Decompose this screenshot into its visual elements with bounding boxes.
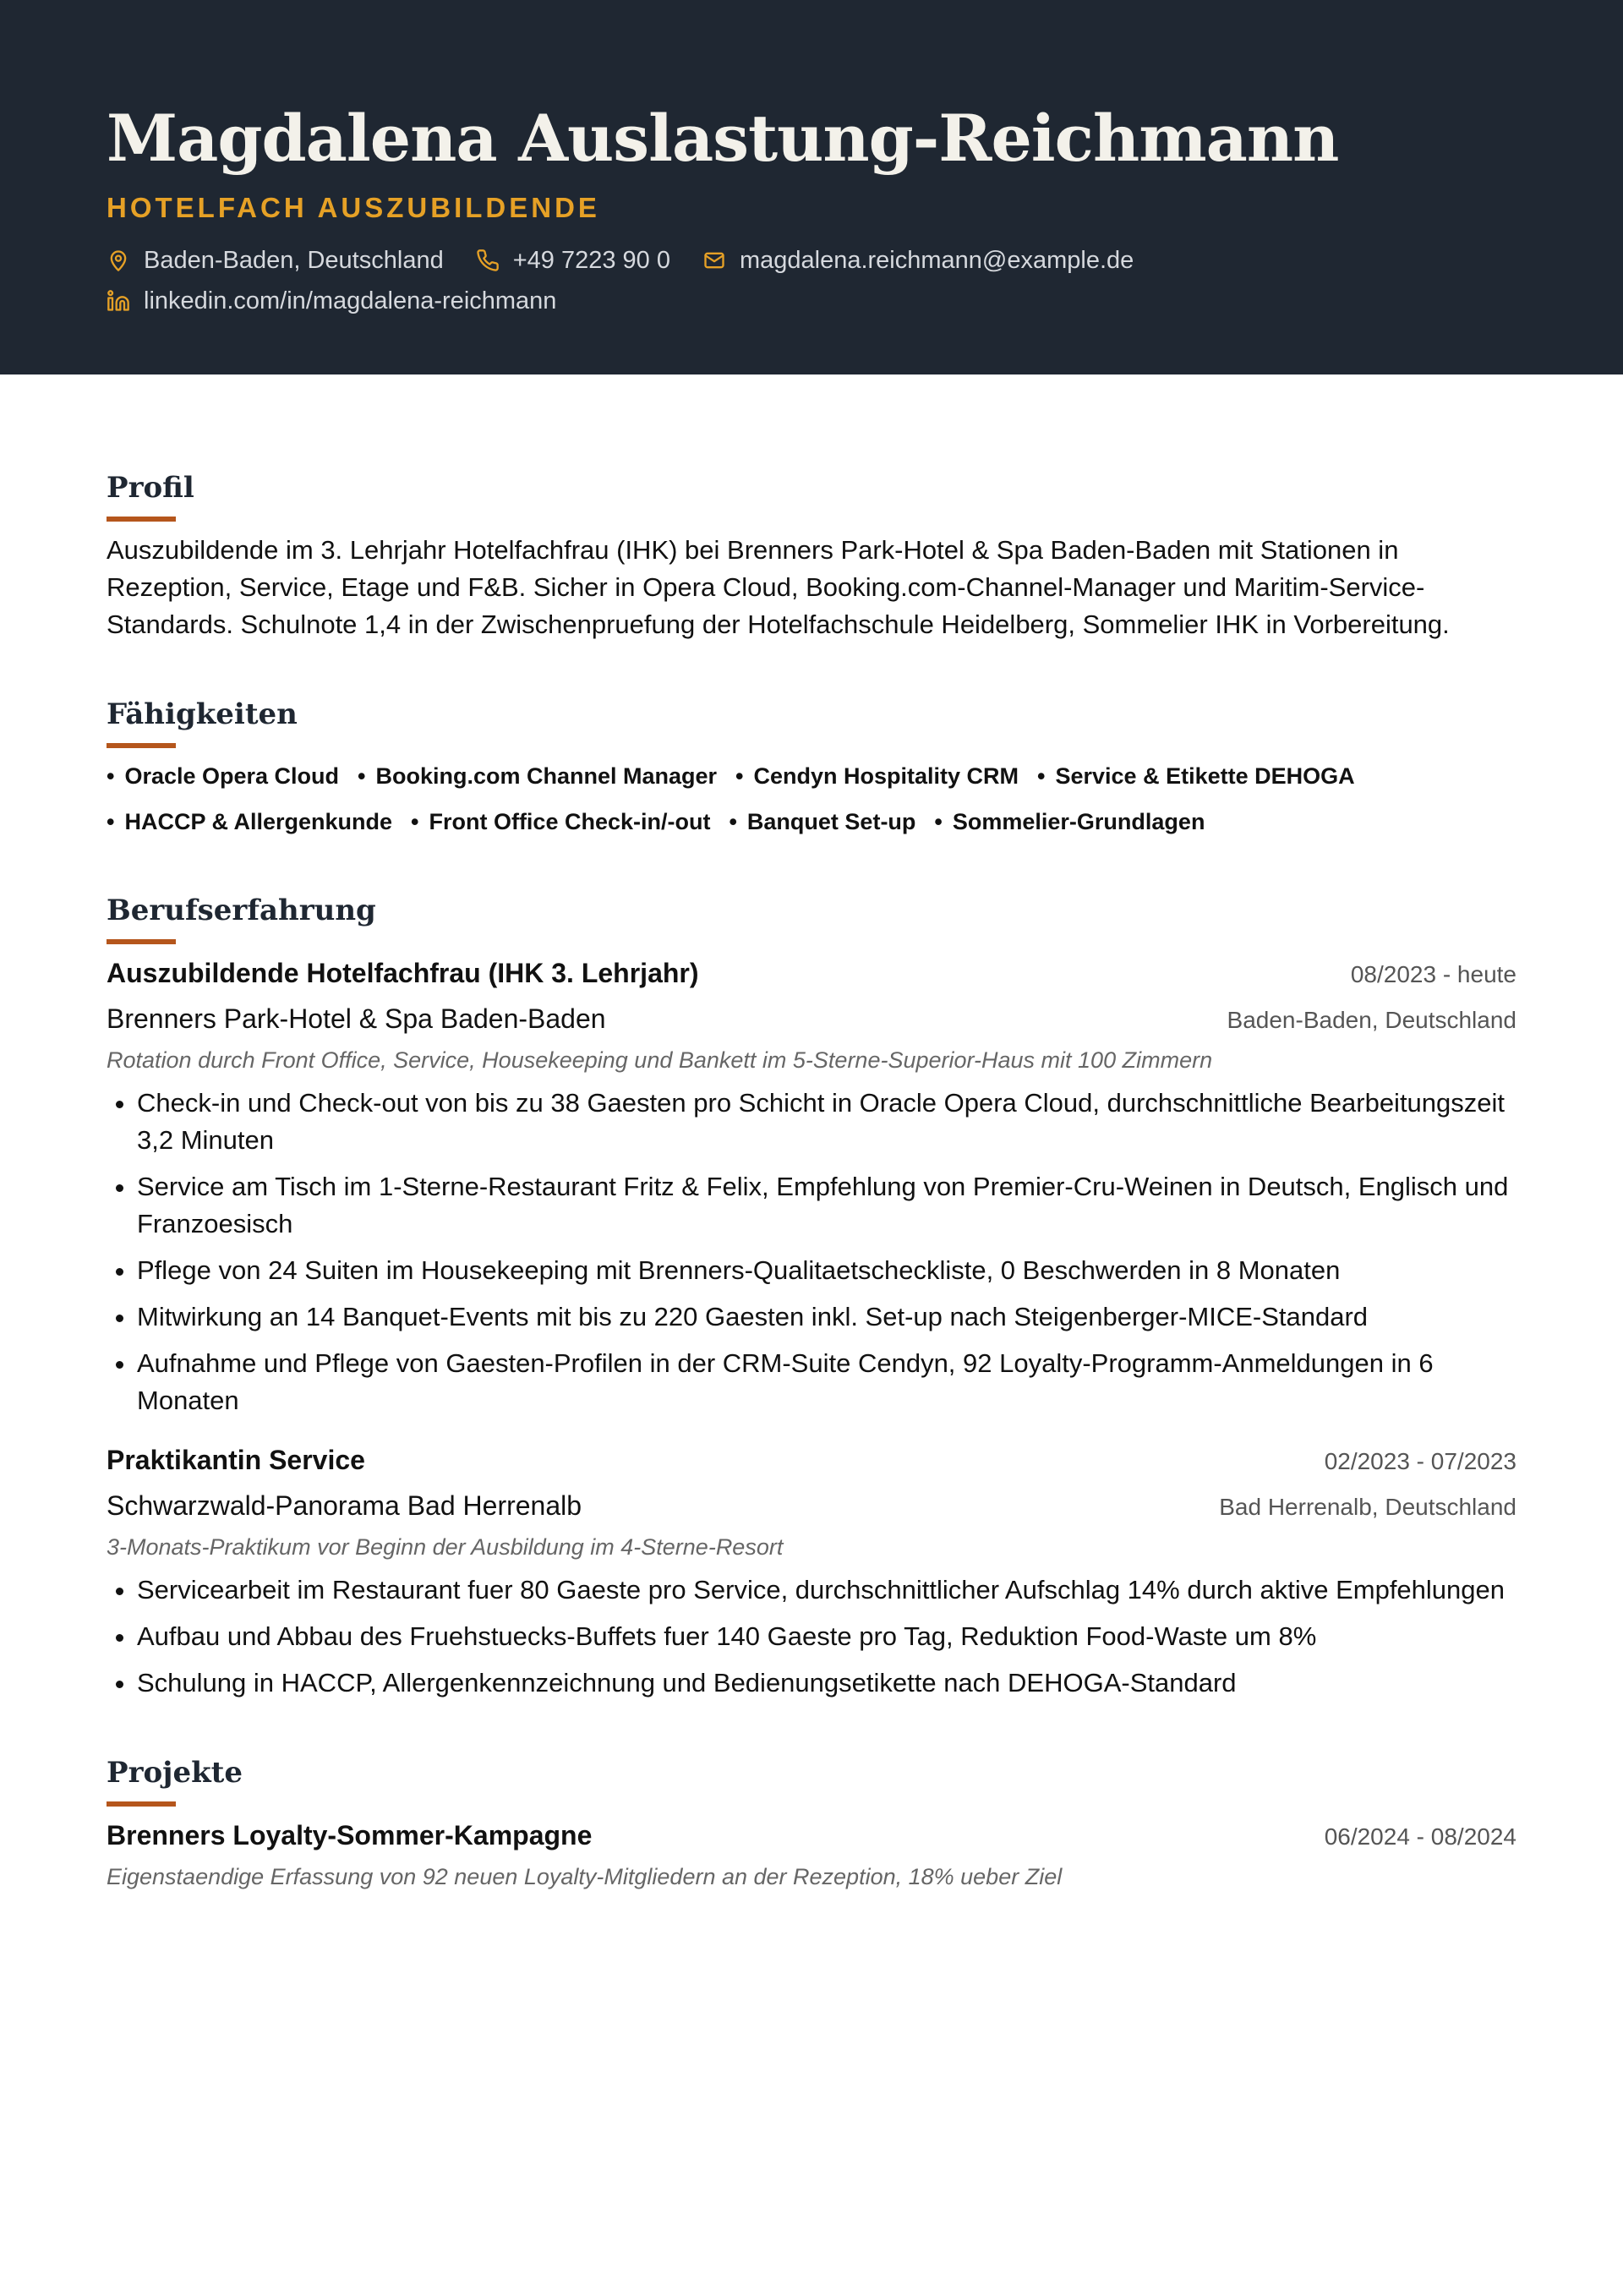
skill-item: • Cendyn Hospitality CRM <box>735 758 1019 794</box>
contact-linkedin[interactable] <box>107 284 556 318</box>
skill-item: • Banquet Set-up <box>729 804 915 839</box>
map-pin-icon <box>107 249 130 272</box>
resume-body <box>0 374 1623 1893</box>
candidate-role: HOTELFACH AUSZUBILDENDE <box>107 192 600 223</box>
contact-phone[interactable] <box>476 243 670 277</box>
project-entry <box>107 1817 1516 1893</box>
job-bullets <box>107 1572 1516 1702</box>
job-entry <box>107 1441 1516 1702</box>
profile-text: Auszubildende im 3. Lehrjahr Hotelfachfrau (IHK) bei Brenners Park-Hotel & Spa Baden-Baden mit Stationen in Rezeption, Service, Etage und F&B. Sicher in Opera Cloud, Booking.com-Channel-Manager und Maritim-Service-Standards. Schulnote 1,4 in der Zwischenpruefung der Hotelfachschule Heidelberg, Sommelier IHK in Vorbereitung. <box>107 535 1450 639</box>
contact-row <box>107 243 1516 277</box>
section-title: Fähigkeiten <box>107 697 298 731</box>
bullet-item: • Pflege von 24 Suiten im Housekeeping mit Brenners-Qualitaetscheckliste, 0 Beschwerden in 8 Monaten <box>137 1252 1516 1289</box>
job-description: Rotation durch Front Office, Service, Housekeeping und Bankett im 5-Sterne-Superior-Haus mit 100 Zimmern <box>107 1047 1213 1073</box>
skill-item: • Booking.com Channel Manager <box>358 758 717 794</box>
job-location: Bad Herrenalb, Deutschland <box>1219 1494 1516 1520</box>
bullet-item: • Aufbau und Abbau des Fruehstuecks-Buffets fuer 140 Gaeste pro Tag, Reduktion Food-Waste um 8% <box>137 1618 1516 1655</box>
linkedin-text: linkedin.com/in/magdalena-reichmann <box>144 287 557 314</box>
bullet-item: • Aufnahme und Pflege von Gaesten-Profilen in der CRM-Suite Cendyn, 92 Loyalty-Programm-Anmeldungen in 6 Monaten <box>137 1345 1516 1419</box>
bullet-item: • Check-in und Check-out von bis zu 38 Gaesten pro Schicht in Oracle Opera Cloud, durchschnittliche Bearbeitungszeit 3,2 Minuten <box>137 1085 1516 1159</box>
section-title: Berufserfahrung <box>107 894 376 927</box>
section-divider <box>107 1801 176 1807</box>
project-title: Brenners Loyalty-Sommer-Kampagne <box>107 1820 593 1850</box>
projects-section <box>107 1754 1516 1893</box>
project-description: Eigenstaendige Erfassung von 92 neuen Loyalty-Mitgliedern an der Rezeption, 18% ueber Ziel <box>107 1864 1063 1889</box>
job-bullets <box>107 1085 1516 1419</box>
section-title: Projekte <box>107 1756 243 1790</box>
resume-header <box>0 0 1623 374</box>
phone-text: +49 7223 90 0 <box>512 247 670 274</box>
job-title: Auszubildende Hotelfachfrau (IHK 3. Lehrjahr) <box>107 958 699 988</box>
skill-item: • Service & Etikette DEHOGA <box>1037 758 1355 794</box>
job-entry <box>107 954 1516 1419</box>
profile-section <box>107 469 1516 643</box>
contact-location <box>107 243 444 277</box>
section-title: Profil <box>107 471 194 505</box>
bullet-item: • Service am Tisch im 1-Sterne-Restaurant Fritz & Felix, Empfehlung von Premier-Cru-Weinen in Deutsch, Englisch und Franzoesisch <box>137 1168 1516 1243</box>
section-divider <box>107 517 176 522</box>
contact-email[interactable] <box>702 243 1134 277</box>
phone-icon <box>476 249 500 272</box>
email-text: magdalena.reichmann@example.de <box>739 247 1134 274</box>
company-name: Schwarzwald-Panorama Bad Herrenalb <box>107 1490 582 1521</box>
job-dates: 08/2023 - heute <box>1350 961 1516 987</box>
skill-item: • Oracle Opera Cloud <box>107 758 339 794</box>
bullet-item: • Schulung in HACCP, Allergenkennzeichnung und Bedienungsetikette nach DEHOGA-Standard <box>137 1665 1516 1702</box>
candidate-name: Magdalena Auslastung-Reichmann <box>107 101 1339 176</box>
bullet-item: • Mitwirkung an 14 Banquet-Events mit bis zu 220 Gaesten inkl. Set-up nach Steigenberger-MICE-Standard <box>137 1298 1516 1336</box>
linkedin-icon <box>107 289 130 313</box>
project-dates: 06/2024 - 08/2024 <box>1324 1823 1516 1850</box>
skills-list <box>107 758 1516 839</box>
section-divider <box>107 939 176 944</box>
section-divider <box>107 743 176 748</box>
job-description: 3-Monats-Praktikum vor Beginn der Ausbildung im 4-Sterne-Resort <box>107 1534 784 1560</box>
experience-section <box>107 892 1516 1702</box>
contact-row-secondary <box>107 284 1516 318</box>
job-dates: 02/2023 - 07/2023 <box>1324 1448 1516 1474</box>
bullet-item: • Servicearbeit im Restaurant fuer 80 Gaeste pro Service, durchschnittlicher Aufschlag 14% durch aktive Empfehlungen <box>137 1572 1516 1609</box>
location-text: Baden-Baden, Deutschland <box>144 247 444 274</box>
skills-section <box>107 696 1516 839</box>
company-name: Brenners Park-Hotel & Spa Baden-Baden <box>107 1003 606 1034</box>
mail-icon <box>702 249 726 272</box>
skill-item: • Front Office Check-in/-out <box>411 804 710 839</box>
skill-item: • HACCP & Allergenkunde <box>107 804 392 839</box>
job-location: Baden-Baden, Deutschland <box>1227 1007 1516 1033</box>
skill-item: • Sommelier-Grundlagen <box>934 804 1205 839</box>
job-title: Praktikantin Service <box>107 1445 365 1475</box>
